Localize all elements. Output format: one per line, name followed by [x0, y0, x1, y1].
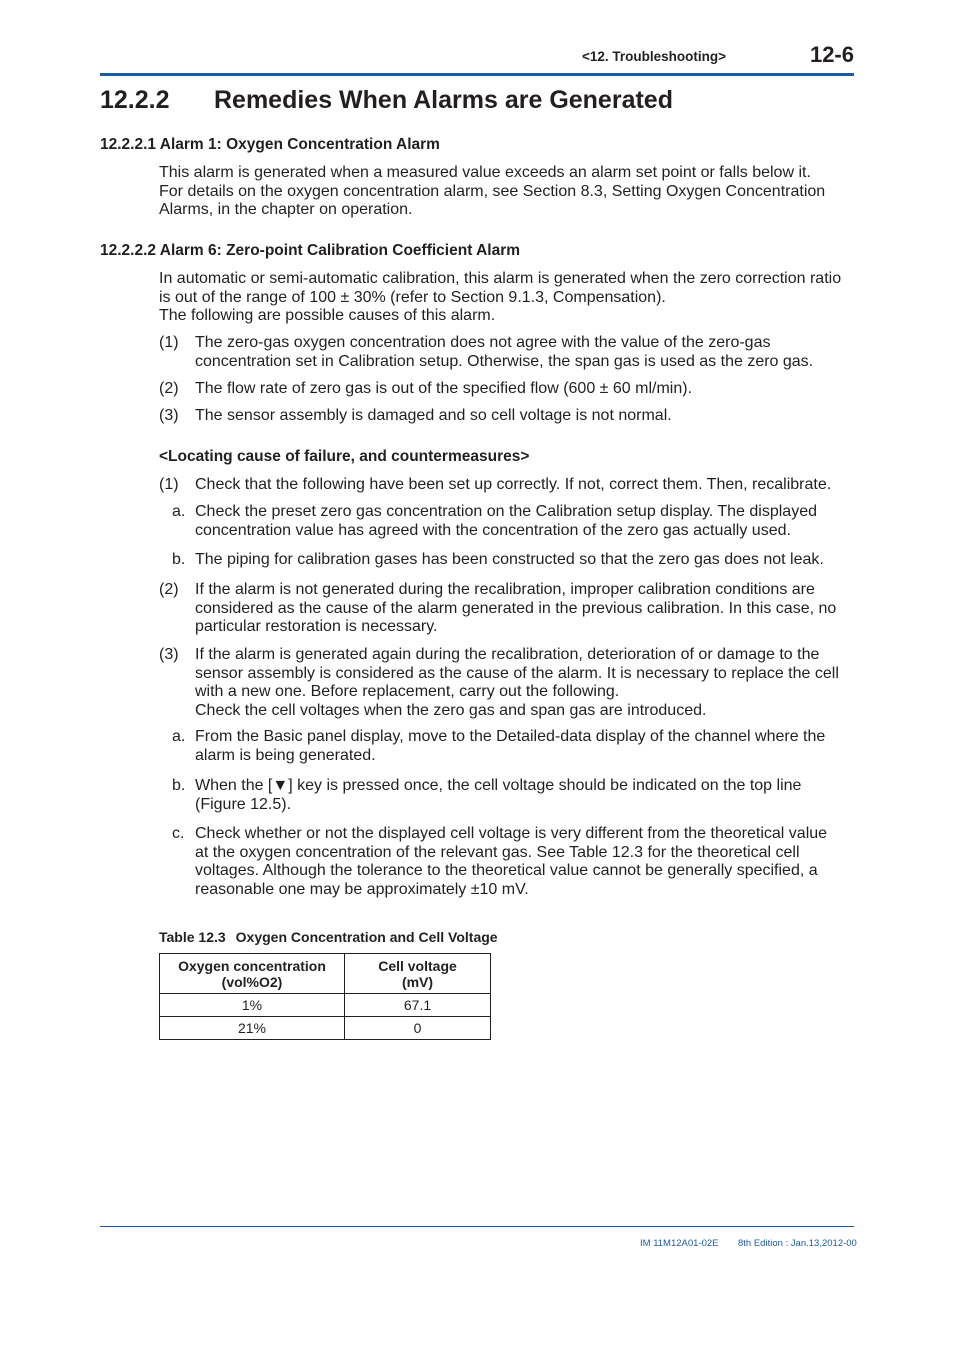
list-label: (2): [159, 380, 179, 397]
text-line: considered as the cause of the alarm generated in the previous calibration. In this case, no: [195, 599, 837, 617]
text-line: voltages. Although the tolerance to the theoretical value cannot be generally specified, a: [195, 862, 818, 879]
alarm-1-paragraph: [159, 164, 854, 220]
header-line: (mV): [401, 973, 434, 990]
table-header-row: [160, 954, 491, 994]
table-row: [160, 994, 491, 1017]
section-number: 12.2.2: [100, 86, 170, 114]
text-line: with a new one. Before replacement, carry out the following.: [195, 683, 620, 700]
subsection-heading-alarm-1: 12.2.2.1 Alarm 1: Oxygen Concentration Alarm: [100, 136, 440, 153]
table-cell-oxygen: 21%: [160, 1017, 345, 1040]
text-line: concentration value has agreed with the concentration of the zero gas actually used.: [195, 521, 791, 539]
list-label: (1): [159, 476, 179, 493]
header-line: Cell voltage: [378, 957, 457, 974]
list-label: b.: [172, 551, 186, 568]
header-line: Oxygen concentration: [178, 957, 326, 974]
table-caption-number: Table 12.3: [159, 929, 226, 945]
text-line: Alarms, in the chapter on operation.: [159, 201, 413, 218]
text-line: is out of the range of 100 ± 30% (refer to Section 9.1.3, Compensation).: [159, 288, 666, 306]
text-line: If the alarm is not generated during the recalibration, improper calibration conditions are: [195, 581, 815, 598]
section-title: Remedies When Alarms are Generated: [214, 86, 673, 114]
text-line: alarm is being generated.: [195, 746, 376, 764]
footer-edition: 8th Edition : Jan.13,2012-00: [738, 1238, 857, 1249]
text-line: concentration set in Calibration setup. Otherwise, the span gas is used as the zero gas.: [195, 352, 814, 370]
locating-heading: <Locating cause of failure, and countermeasures>: [159, 448, 530, 465]
table-row: [160, 1017, 491, 1040]
footer-rule: [100, 1226, 854, 1227]
text-line: Check whether or not the displayed cell voltage is very different from the theoretical value: [195, 825, 828, 842]
text-line: When the [▼] key is pressed once, the cell voltage should be indicated on the top line: [195, 777, 802, 794]
list-label: (1): [159, 334, 179, 351]
table-caption-title: Oxygen Concentration and Cell Voltage: [235, 929, 498, 945]
list-label: (2): [159, 581, 179, 598]
table-caption: [159, 929, 498, 945]
header-rule: [100, 73, 854, 76]
text-line: The piping for calibration gases has been constructed so that the zero gas does not leak.: [195, 551, 824, 568]
text-line: In automatic or semi-automatic calibration, this alarm is generated when the zero correction ratio: [159, 270, 842, 287]
text-line: For details on the oxygen concentration alarm, see Section 8.3, Setting Oxygen Concentration: [159, 182, 826, 200]
text-line: The flow rate of zero gas is out of the specified flow (600 ± 60 ml/min).: [195, 380, 693, 397]
list-label: a.: [172, 728, 186, 745]
page-number: 12-6: [809, 42, 854, 67]
text-line: The sensor assembly is damaged and so cell voltage is not normal.: [195, 407, 672, 424]
oxygen-cell-voltage-table: [159, 953, 491, 1040]
table-cell-voltage: 0: [345, 1017, 491, 1040]
text-line: Check that the following have been set up correctly. If not, correct them. Then, recalibrate.: [195, 476, 832, 493]
text-line: Check the cell voltages when the zero gas and span gas are introduced.: [195, 701, 707, 719]
text-line: This alarm is generated when a measured value exceeds an alarm set point or falls below it.: [159, 164, 811, 181]
list-label: (3): [159, 646, 179, 663]
list-label: c.: [172, 825, 185, 842]
footer-document-number: IM 11M12A01-02E: [640, 1238, 719, 1249]
list-label: a.: [172, 503, 186, 520]
alarm-6-paragraph: [159, 270, 854, 326]
subsection-heading-alarm-6: 12.2.2.2 Alarm 6: Zero-point Calibration Coefficient Alarm: [100, 242, 521, 259]
text-line: (Figure 12.5).: [195, 795, 292, 813]
text-line: particular restoration is necessary.: [195, 618, 438, 635]
text-line: sensor assembly is considered as the cause of the alarm. It is necessary to replace the cell: [195, 664, 839, 682]
text-line: The following are possible causes of this alarm.: [159, 307, 496, 324]
text-line: at the oxygen concentration of the relevant gas. See Table 12.3 for the theoretical cell: [195, 843, 800, 861]
list-label: b.: [172, 777, 186, 794]
text-line: From the Basic panel display, move to the Detailed-data display of the channel where the: [195, 728, 826, 745]
text-line: Check the preset zero gas concentration on the Calibration setup display. The displayed: [195, 503, 817, 520]
text-line: If the alarm is generated again during the recalibration, deterioration of or damage to the: [195, 646, 820, 663]
running-header-chapter: <12. Troubleshooting>: [582, 49, 727, 64]
text-line: reasonable one may be approximately ±10 mV.: [195, 880, 529, 898]
table-cell-voltage: 67.1: [345, 994, 491, 1017]
table-cell-oxygen: 1%: [160, 994, 345, 1017]
list-label: (3): [159, 407, 179, 424]
column-header-oxygen: [160, 954, 345, 994]
column-header-cell-voltage: [345, 954, 491, 994]
text-line: The zero-gas oxygen concentration does not agree with the value of the zero-gas: [195, 334, 771, 351]
header-line: (vol%O2): [221, 973, 283, 990]
